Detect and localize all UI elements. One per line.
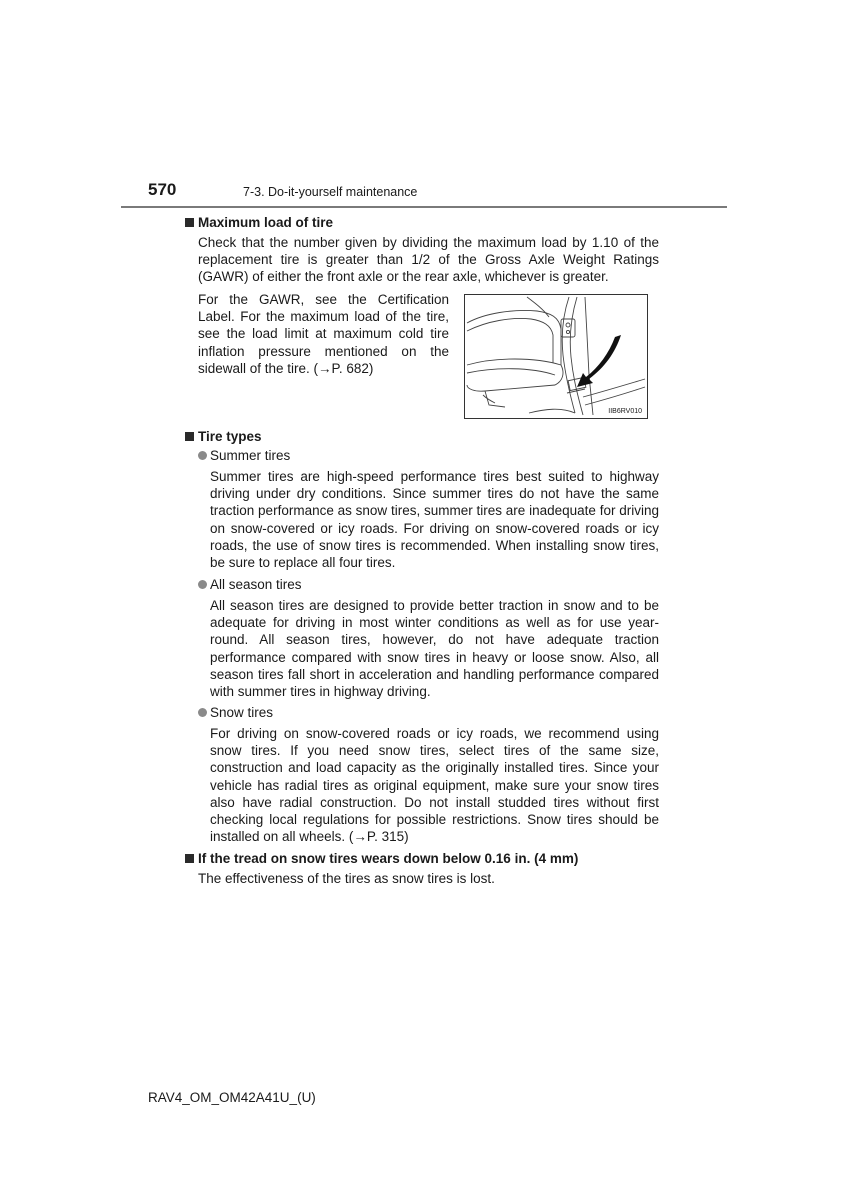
heading-tread-wear-text: If the tread on snow tires wears down below 0.16 in. (4 mm) — [198, 851, 579, 866]
subheading-all-season-tires — [198, 577, 302, 592]
square-bullet-icon — [185, 218, 194, 227]
square-bullet-icon — [185, 854, 194, 863]
tread-wear-paragraph: The effectiveness of the tires as snow tires is lost. — [198, 871, 495, 886]
heading-tire-types-text: Tire types — [198, 429, 262, 444]
circle-bullet-icon — [198, 708, 207, 717]
snow-tires-paragraph: For driving on snow-covered roads or icy roads, we recommend using snow tires. If you need snow tires, select tires of the same size, construction and load capacity as the originally installed tires. Since your vehicle has radial tires as original equipment, make sure your snow tires also have radial construction. Do not install studded tires without first checking local regulations for possible restrictions. Snow tires should be installed on all wheels. (→P. 315) — [210, 726, 659, 845]
summer-tires-label: Summer tires — [210, 448, 291, 463]
square-bullet-icon — [185, 432, 194, 441]
subheading-summer-tires — [198, 448, 290, 463]
circle-bullet-icon — [198, 451, 207, 460]
snow-tires-label: Snow tires — [210, 705, 274, 720]
heading-tire-types — [185, 429, 262, 444]
summer-tires-paragraph: Summer tires are high-speed performance tires best suited to highway driving under dry conditions. Since summer tires do not have the same traction performance as snow tires, summer tires are inadequate for driving on snow-covered or icy roads. For driving on snow-covered roads or icy roads, the use of snow tires is recommended. When installing snow tires, be sure to replace all four tires. — [210, 469, 659, 571]
heading-maximum-load-text: Maximum load of tire — [198, 215, 334, 230]
document-id: RAV4_OM_OM42A41U_(U) — [148, 1090, 316, 1105]
section-title: 7-3. Do-it-yourself maintenance — [243, 185, 418, 199]
figure-code: IIB6RV010 — [608, 408, 642, 415]
door-pillar-illustration — [465, 295, 647, 418]
circle-bullet-icon — [198, 580, 207, 589]
certification-label-illustration — [464, 294, 648, 419]
heading-tread-wear — [185, 851, 578, 866]
heading-maximum-load — [185, 215, 333, 230]
all-season-tires-label: All season tires — [210, 577, 302, 592]
page-number: 570 — [148, 180, 177, 199]
gawr-paragraph: For the GAWR, see the Certification Label. For the maximum load of the tire, see the load limit at maximum cold tire inflation pressure mentioned on the sidewall of the tire. (→P. 682) — [198, 292, 449, 376]
subheading-snow-tires — [198, 705, 273, 720]
all-season-tires-paragraph: All season tires are designed to provide better traction in snow and to be adequate for driving in most winter conditions as well as for use year-round. All season tires, however, do not have adequate traction performance compared with snow tires in heavy or loose snow. Also, all season tires fall short in acceleration and handling performance compared with summer tires in highway driving. — [210, 598, 659, 700]
header-divider — [121, 206, 727, 208]
maximum-load-paragraph: Check that the number given by dividing the maximum load by 1.10 of the replacement tire is greater than 1/2 of the Gross Axle Weight Ratings (GAWR) of either the front axle or the rear axle, whichever is greater. — [198, 235, 659, 285]
